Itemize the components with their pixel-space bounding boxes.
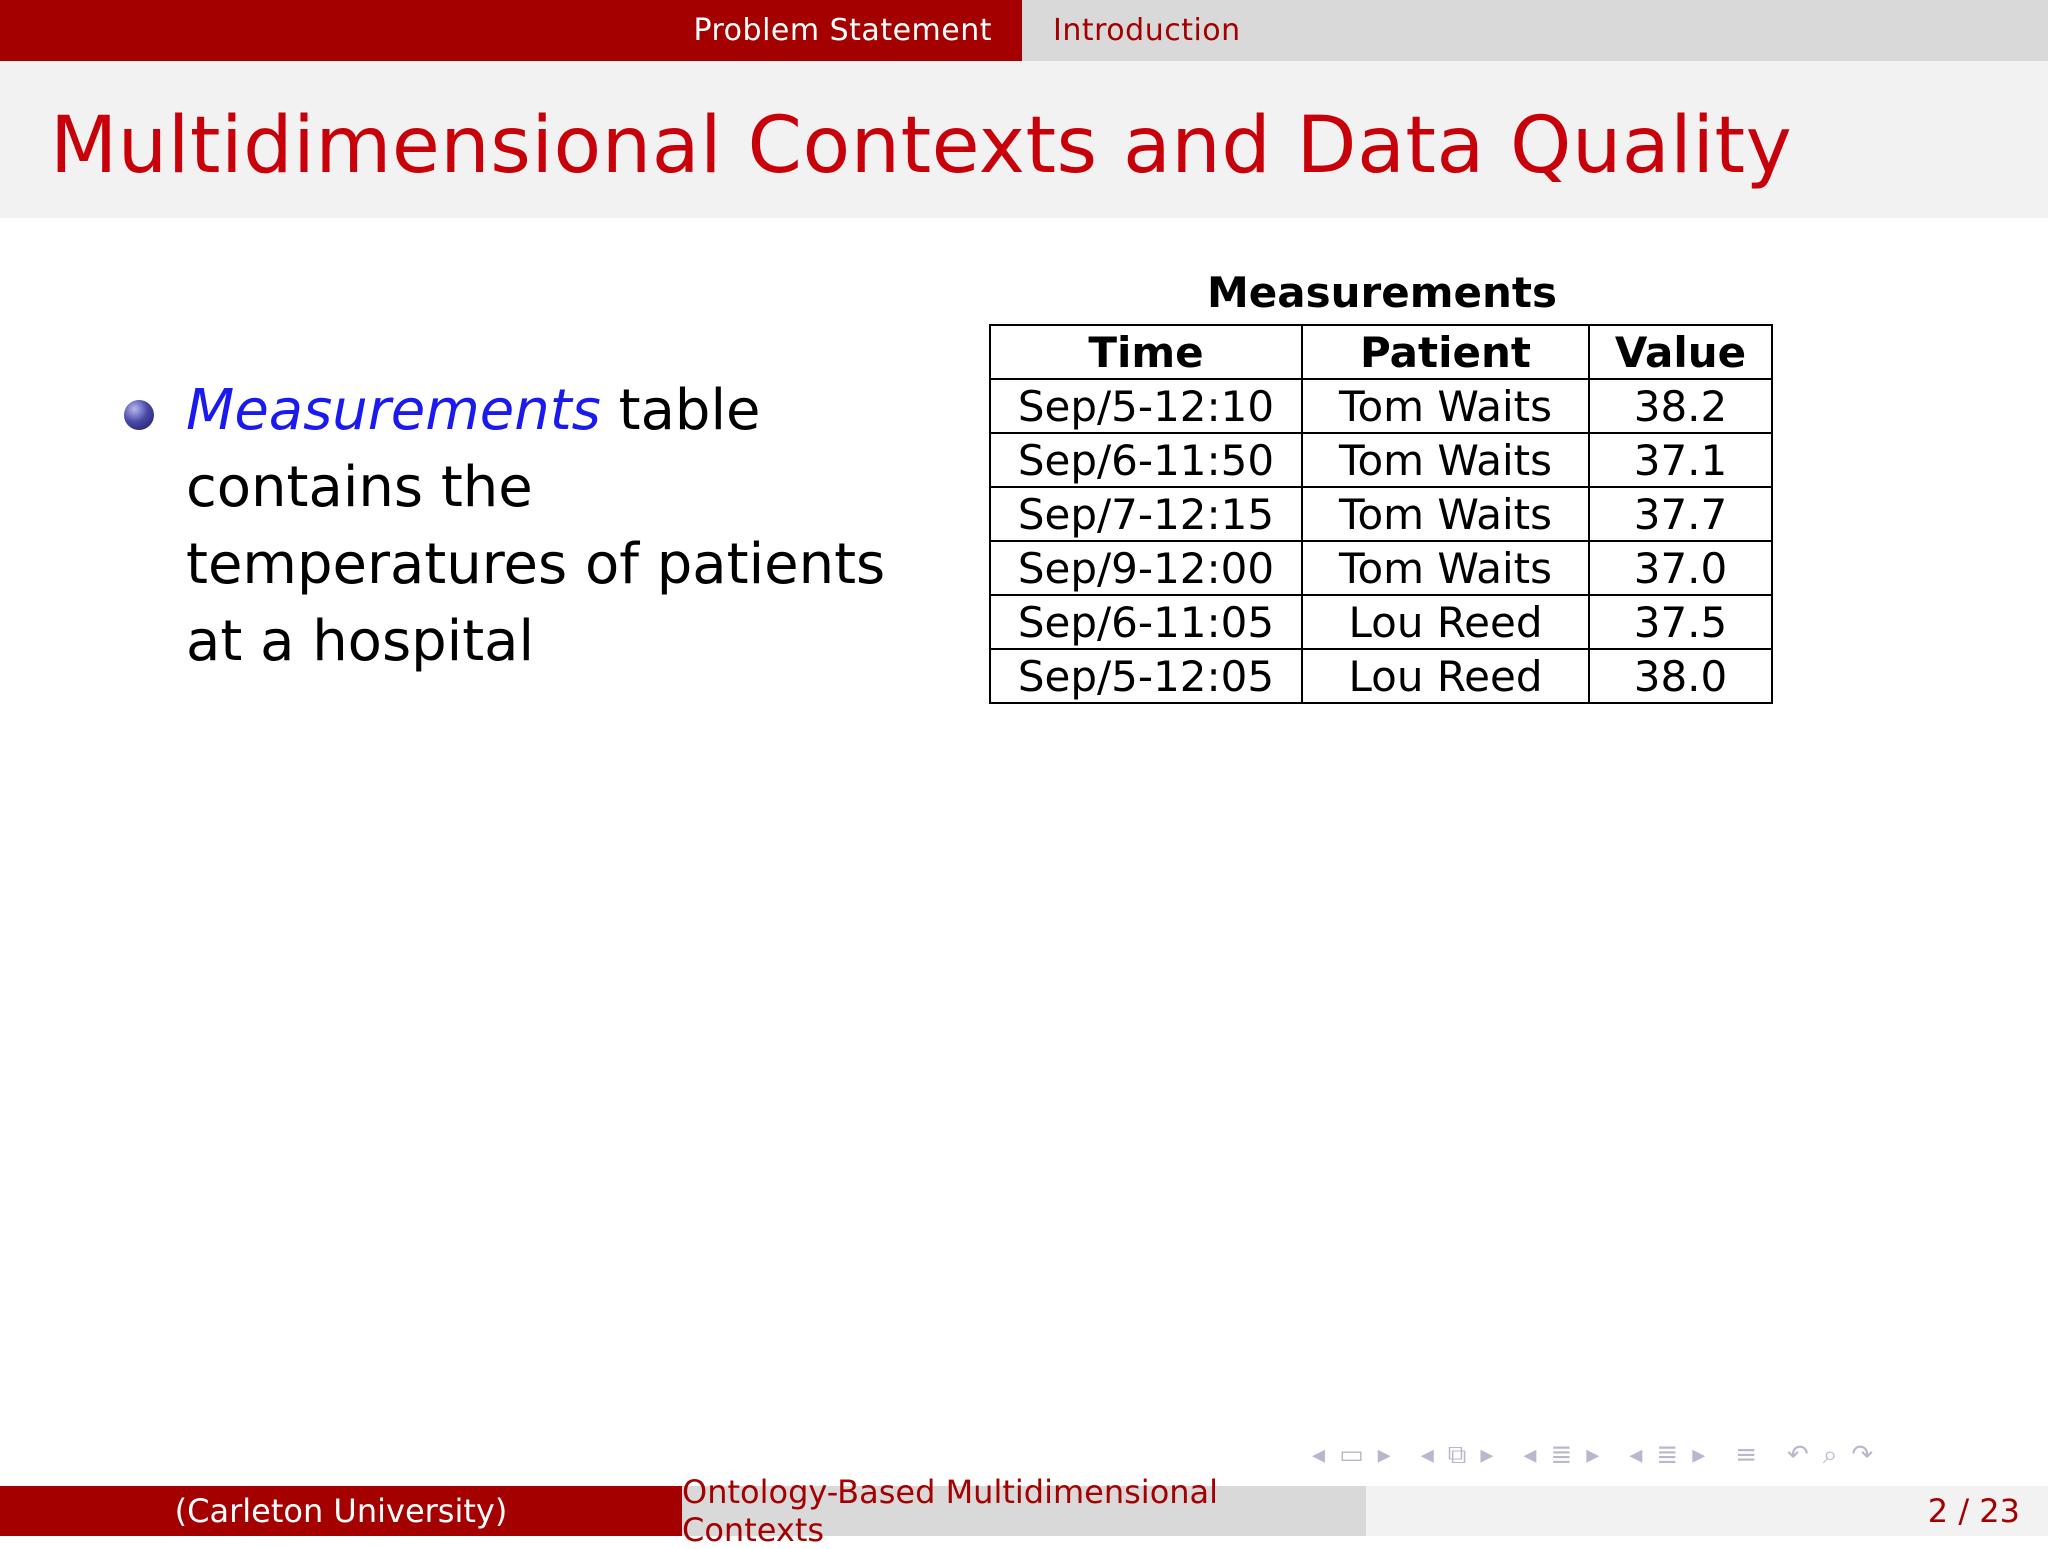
nav-doc-icon[interactable]: ≣	[1656, 1440, 1679, 1470]
table-header-row	[990, 325, 1772, 379]
table-row	[990, 487, 1772, 541]
footer-institution: (Carleton University)	[0, 1486, 682, 1536]
column-header-value: Value	[1589, 325, 1772, 379]
bullet-item	[186, 372, 886, 680]
nav-frame-icon[interactable]: ▭	[1339, 1440, 1364, 1470]
nav-forward-icon[interactable]: ↷	[1851, 1440, 1874, 1470]
nav-section-prev-icon[interactable]: ◂	[1523, 1440, 1537, 1470]
nav-section-problem-statement[interactable]: Problem Statement	[693, 13, 992, 48]
cell-patient: Lou Reed	[1302, 649, 1589, 703]
slide-title: Multidimensional Contexts and Data Quality	[50, 101, 1793, 191]
table-row	[990, 595, 1772, 649]
nav-frame-next-icon[interactable]: ▸	[1377, 1440, 1391, 1470]
nav-doc-prev-icon[interactable]: ◂	[1629, 1440, 1643, 1470]
cell-value: 37.5	[1589, 595, 1772, 649]
cell-value: 38.2	[1589, 379, 1772, 433]
footer-bar	[0, 1473, 2048, 1549]
cell-value: 37.1	[1589, 433, 1772, 487]
section-navigation-bar	[0, 0, 2048, 61]
cell-time: Sep/6-11:50	[990, 433, 1302, 487]
nav-frame-prev-icon[interactable]: ◂	[1312, 1440, 1326, 1470]
nav-section-next-icon[interactable]: ▸	[1586, 1440, 1600, 1470]
nav-left-panel	[0, 0, 1022, 61]
nav-section-icon[interactable]: ≣	[1550, 1440, 1573, 1470]
table-row	[990, 379, 1772, 433]
table-caption: Measurements	[1207, 268, 1557, 317]
nav-subsection-prev-icon[interactable]: ◂	[1420, 1440, 1434, 1470]
cell-patient: Tom Waits	[1302, 487, 1589, 541]
bullet-ball-icon	[124, 400, 154, 430]
frame-title-bar	[0, 61, 2048, 218]
column-header-patient: Patient	[1302, 325, 1589, 379]
column-header-time: Time	[990, 325, 1302, 379]
nav-subsection-icon[interactable]: ⧉	[1447, 1439, 1467, 1470]
cell-patient: Tom Waits	[1302, 433, 1589, 487]
cell-time: Sep/7-12:15	[990, 487, 1302, 541]
table-row	[990, 433, 1772, 487]
table-row	[990, 649, 1772, 703]
nav-back-icon[interactable]: ↶	[1787, 1440, 1809, 1470]
footer-page-number: 2 / 23	[1366, 1486, 2048, 1536]
cell-value: 37.7	[1589, 487, 1772, 541]
beamer-navigation-symbols	[1312, 1440, 2032, 1470]
nav-search-icon[interactable]: ⌕	[1822, 1439, 1838, 1470]
cell-time: Sep/9-12:00	[990, 541, 1302, 595]
cell-time: Sep/5-12:10	[990, 379, 1302, 433]
nav-doc-next-icon[interactable]: ▸	[1692, 1440, 1706, 1470]
footer-talk-title: Ontology-Based Multidimensional Contexts	[682, 1486, 1366, 1536]
bullet-text: table contains the temperatures of patients at a hospital	[186, 378, 886, 674]
cell-time: Sep/6-11:05	[990, 595, 1302, 649]
bullet-emphasis: Measurements	[186, 378, 601, 443]
nav-section-introduction[interactable]: Introduction	[1053, 13, 1241, 48]
nav-subsection-next-icon[interactable]: ▸	[1480, 1440, 1494, 1470]
cell-time: Sep/5-12:05	[990, 649, 1302, 703]
cell-patient: Tom Waits	[1302, 379, 1589, 433]
cell-value: 38.0	[1589, 649, 1772, 703]
cell-patient: Tom Waits	[1302, 541, 1589, 595]
nav-right-panel	[1022, 0, 2048, 61]
cell-value: 37.0	[1589, 541, 1772, 595]
cell-patient: Lou Reed	[1302, 595, 1589, 649]
nav-toc-icon[interactable]: ≡	[1735, 1440, 1758, 1470]
table-row	[990, 541, 1772, 595]
measurements-table	[989, 324, 1773, 704]
